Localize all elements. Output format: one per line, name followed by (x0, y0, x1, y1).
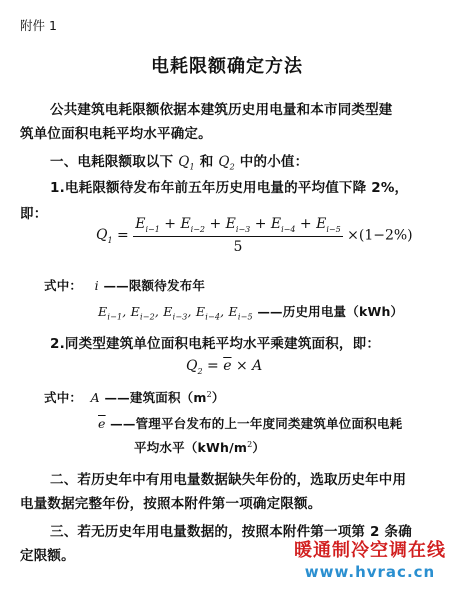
where-e-close: ） (252, 440, 266, 455)
formula-q2-lhs: $Q_2$ (186, 358, 203, 376)
q1-symbol: $Q_1$ (178, 154, 195, 172)
where-e-bar-text-2: 平均水平（kWh/m (134, 440, 248, 455)
item-1-line-1: 1.电耗限额待发布年前五年历史用电量的平均值下降 2%， (50, 180, 409, 196)
where-block-2-a (44, 388, 225, 406)
section-1-heading-and: 和 (199, 154, 214, 170)
section-1-heading (50, 150, 308, 172)
watermark-brand: 暖通制冷空调在线 (294, 540, 446, 561)
intro-line-2: 筑单位面积电耗平均水平确定。 (20, 126, 212, 142)
formula-q1-numerator: $E_{i-1} + E_{i-2} + E_{i-3} + E_{i-4} + E_{i-5}$ (133, 216, 342, 237)
item-2: 2.同类型建筑单位面积电耗平均水平乘建筑面积，即： (50, 336, 381, 352)
where-i-text: ——限额待发布年 (103, 278, 206, 293)
where-e-bar-symbol: $\overline{e}$ (98, 416, 106, 431)
where-e-symbols: $E_{i-1}$, $E_{i-2}$, $E_{i-3}$, $E_{i-4}$, $E_{i-5}$ (98, 304, 253, 322)
where-a-symbol: A (90, 390, 100, 405)
section-2-line-2: 电量数据完整年份，按照本附件第一项确定限额。 (20, 496, 322, 512)
section-3-line-1: 三、若无历史年用电量数据的，按照本附件第一项第 2 条确 (50, 524, 412, 540)
formula-q1-eq: = (117, 227, 129, 244)
formula-q1 (96, 216, 413, 255)
formula-q1-lhs: $Q_1$ (96, 227, 113, 246)
where-block-2-e (98, 414, 402, 432)
where-block-1-i (44, 276, 205, 294)
watermark (290, 536, 450, 581)
section-2-line-1: 二、若历史年中有用电量数据缺失年份的，选取历史年中用 (50, 472, 407, 488)
attachment-label: 附件 1 (20, 18, 57, 33)
intro-line-1: 公共建筑电耗限额依据本建筑历史用电量和本市同类型建 (50, 102, 393, 118)
where-e-bar-text: ——管理平台发布的上一年度同类建筑单位面积电耗 (110, 416, 403, 431)
item-1-line-2: 即： (20, 206, 48, 222)
where-label-2: 式中： (44, 390, 83, 405)
formula-q2-a: A (252, 358, 263, 374)
q2-symbol: $Q_2$ (218, 154, 235, 172)
section-3-line-2: 定限额。 (20, 548, 75, 564)
where-block-1-e (98, 302, 403, 322)
where-a-unit-sup: 2 (206, 389, 212, 399)
where-e-unit-sup: 2 (247, 439, 253, 449)
section-1-heading-prefix: 一、电耗限额取以下 (50, 154, 174, 170)
formula-q2-eq: = (207, 358, 219, 374)
where-block-2-e-line-2 (134, 438, 265, 456)
where-a-close: ） (211, 390, 225, 405)
formula-q1-denominator: 5 (233, 238, 243, 255)
where-e-text: ——历史用电量（kWh） (257, 304, 404, 319)
where-label-1: 式中： (44, 278, 83, 293)
formula-q1-tail: ×(1−2%) (347, 227, 413, 244)
formula-q1-fraction (133, 216, 342, 255)
formula-q2-times: × (235, 358, 248, 374)
where-a-text: ——建筑面积（m (104, 390, 207, 405)
formula-q2-e: $\overline{e}$ (223, 358, 232, 374)
section-1-heading-suffix: 中的小值： (239, 154, 309, 170)
where-i-symbol: i (94, 278, 99, 293)
watermark-url: www.hvrac.cn (304, 563, 436, 581)
page-title: 电耗限额确定方法 (151, 56, 303, 77)
formula-q2 (186, 358, 262, 376)
